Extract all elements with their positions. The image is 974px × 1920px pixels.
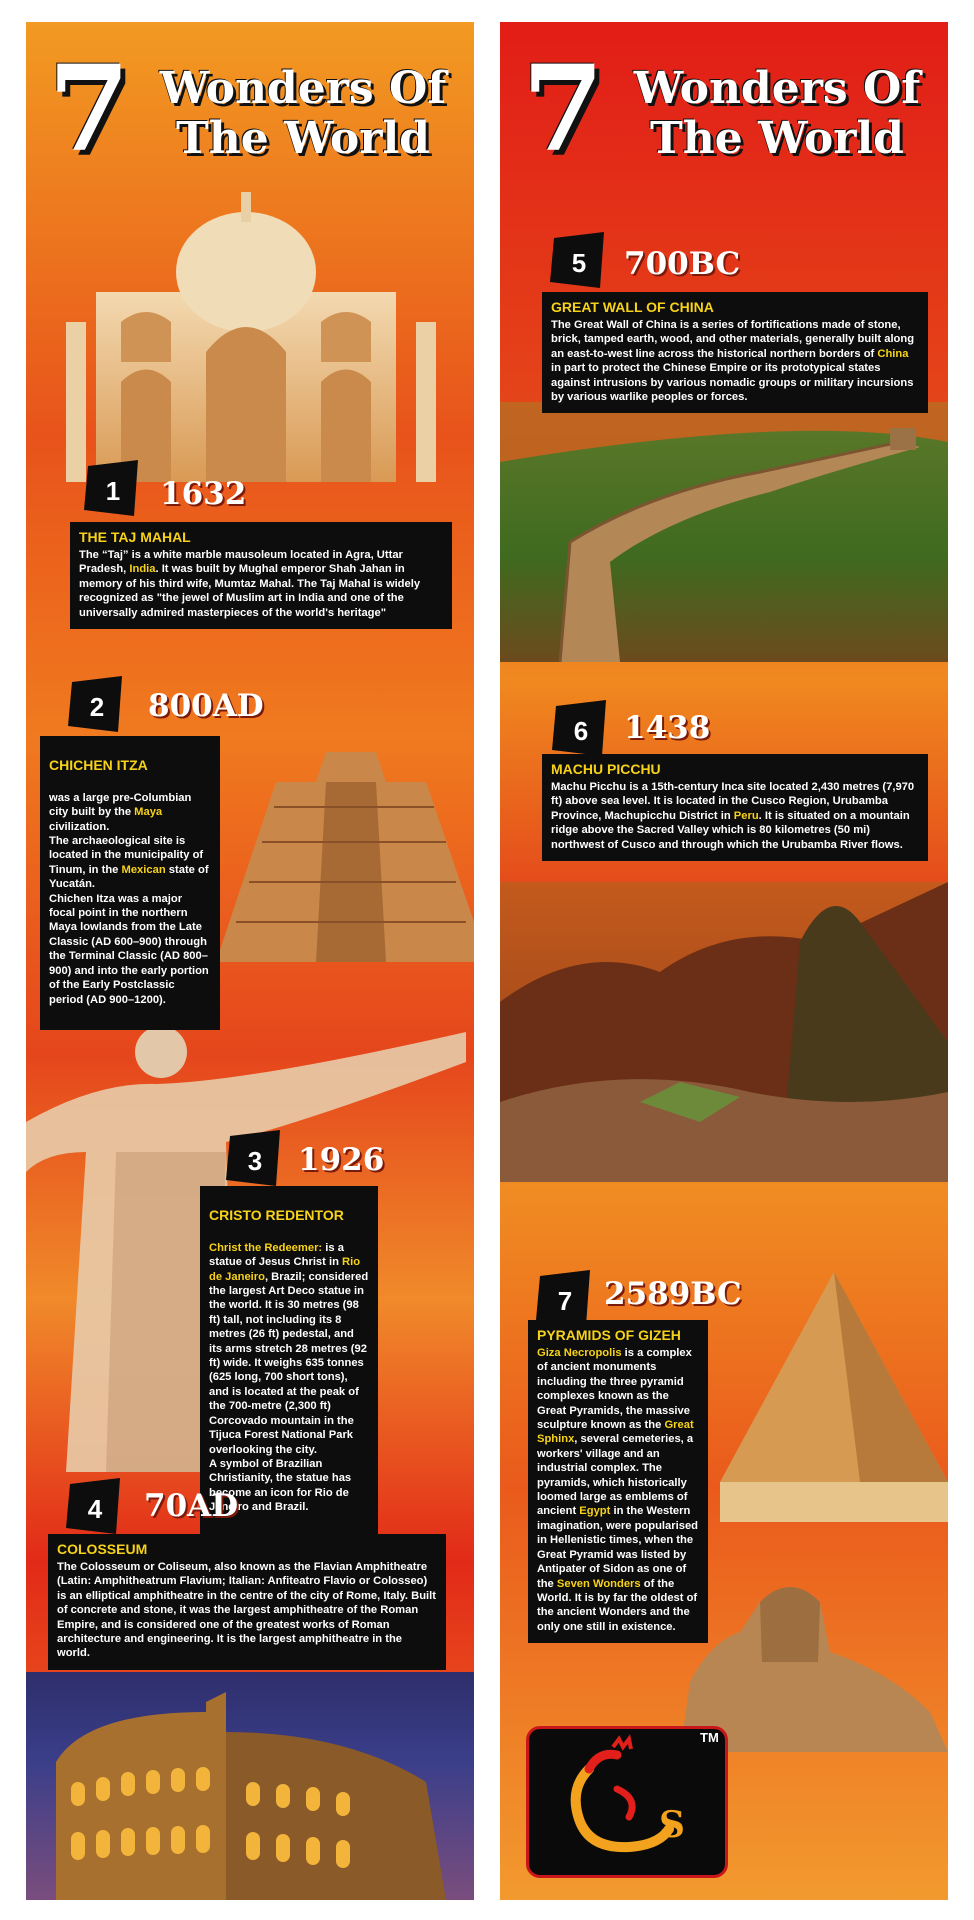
rank-badge-4: 4 (66, 1476, 124, 1534)
wonder-name: CRISTO REDENTOR (209, 1207, 344, 1224)
year-1: 1632 (160, 476, 247, 512)
title-line2: The World (650, 113, 904, 164)
year-6: 1438 (624, 710, 711, 746)
pyramid-image (720, 1262, 948, 1522)
rank-badge-5: 5 (550, 230, 608, 288)
year-3: 1926 (298, 1142, 385, 1178)
wonder-name: GREAT WALL OF CHINA (551, 299, 714, 315)
year-5: 700BC (624, 246, 741, 282)
year-4: 70AD (144, 1488, 239, 1524)
trademark-label: TM (700, 1730, 719, 1745)
rank-badge-3: 3 (226, 1128, 284, 1186)
wonder-description: Christ the Redeemer: is a statue of Jesus Christ in Rio de Janeiro, Brazil; considered the largest Art Deco statue in the world. It is 30 metres (98 ft) tall, not including its 8 metres (26 ft) pedestal, and its arms stretch 28 metres (92 ft) wide. It weighs 635 tonnes (625 long, 700 short tons), and is located at the peak of the 700-metre (2,300 ft) Corcovado mountain in the Tijuca Forest National Park overlooking the city. A symbol of Brazilian Christianity, the statue has become an icon for Rio de Janeiro and Brazil. (209, 1241, 369, 1514)
rank-badge-7: 7 (536, 1268, 594, 1326)
year-7: 2589BC (604, 1276, 742, 1312)
info-box-colosseum (48, 1534, 446, 1670)
title-number: 7 (522, 39, 605, 178)
taj-mahal-image (26, 182, 474, 482)
rank-badge-1: 1 (84, 458, 142, 516)
wonder-description: The Great Wall of China is a series of fortifications made of stone, brick, tamped earth, wood, and other materials, generally built along an east-to-west line across the historical northern borders of China in part to protect the Chinese Empire or its prototypical states against intrusions by various nomadic groups or military incursions by various warlike peoples or forces. (551, 319, 915, 404)
title-line1: Wonders Of (633, 63, 921, 114)
chichen-itza-image (216, 722, 474, 962)
info-box-chichen-itza (40, 736, 220, 1030)
info-box-pyramids (528, 1320, 708, 1643)
wonder-description: Machu Picchu is a 15th-century Inca site located 2,430 metres (7,970 ft) above sea level. It is located in the Cusco Region, Urubamba Province, Machupicchu District in Peru. It is situated on a mountain ridge above the Sacred Valley which is 80 kilometres (50 mi) northwest of Cusco and through which the Urubamba River flows. (551, 781, 915, 851)
wonder-description: Giza Necropolis is a complex of ancient monuments including the three pyramid complexes known as the Great Pyramids, the massive sculpture known as the Great Sphinx, several cemeteries, a workers' village and an industrial complex. The pyramids, which historically loomed large as emblems of ancient Egypt in the Western imagination, were popularised in Hellenistic times, when the Great Pyramid was listed by Antipater of Sidon as one of the Seven Wonders of the World. It is by far the oldest of the ancient Wonders and the only one still in existence. (537, 1347, 699, 1633)
info-box-great-wall (542, 292, 928, 413)
rank-badge-2: 2 (68, 674, 126, 732)
svg-text:S: S (659, 1804, 685, 1846)
info-box-cristo-redentor (200, 1186, 378, 1538)
brand-logo (526, 1726, 728, 1878)
great-wall-image (500, 402, 948, 662)
title-number: 7 (48, 39, 131, 178)
wonder-name: PYRAMIDS OF GIZEH (537, 1327, 681, 1343)
year-2: 800AD (148, 688, 264, 724)
right-banner (500, 22, 948, 1900)
wonder-name: CHICHEN ITZA (49, 757, 148, 774)
wonder-description: The “Taj” is a white marble mausoleum located in Agra, Uttar Pradesh, India. It was built by Mughal emperor Shah Jahan in memory of his third wife, Mumtaz Mahal. The Taj Mahal is widely recognized as "the jewel of Muslim art in India and one of the universally admired masterpieces of the world's heritage" (79, 549, 421, 619)
banner-title (500, 39, 948, 180)
info-box-taj-mahal (70, 522, 452, 629)
wonder-description: The Colosseum or Coliseum, also known as the Flavian Amphitheatre (Latin: Amphitheatrum Flavium; Italian: Anfiteatro Flavio or Colosseo) is an elliptical amphitheatre in the centre of the city of Rome, Italy. Built of concrete and stone, it was the largest amphitheatre of the Roman Empire, and is considered one of the greatest works of Roman architecture and engineering. It is the largest amphitheatre in the world. (57, 1561, 436, 1660)
machu-picchu-image (500, 882, 948, 1182)
wonder-description: was a large pre-Columbian city built by the Maya civilization. The archaeological site is located in the municipality of Tinum, in the Mexican state of Yucatán. Chichen Itza was a major focal point in the northern Maya lowlands from the Late Classic (AD 600–900) through the Terminal Classic (AD 800–900) and into the early portion of the Early Postclassic period (AD 900–1200). (49, 791, 209, 1006)
info-box-machu-picchu (542, 754, 928, 861)
wonder-name: THE TAJ MAHAL (79, 529, 191, 545)
colosseum-image (26, 1672, 474, 1900)
left-banner (26, 22, 474, 1900)
rank-badge-6: 6 (552, 698, 610, 756)
title-text (138, 64, 468, 164)
title-line1: Wonders Of (159, 63, 447, 114)
banner-title (26, 39, 474, 180)
title-line2: The World (176, 113, 430, 164)
rooster-logo-icon (529, 1729, 725, 1875)
title-text (612, 64, 942, 164)
wonder-name: COLOSSEUM (57, 1541, 148, 1557)
wonder-name: MACHU PICCHU (551, 761, 661, 777)
